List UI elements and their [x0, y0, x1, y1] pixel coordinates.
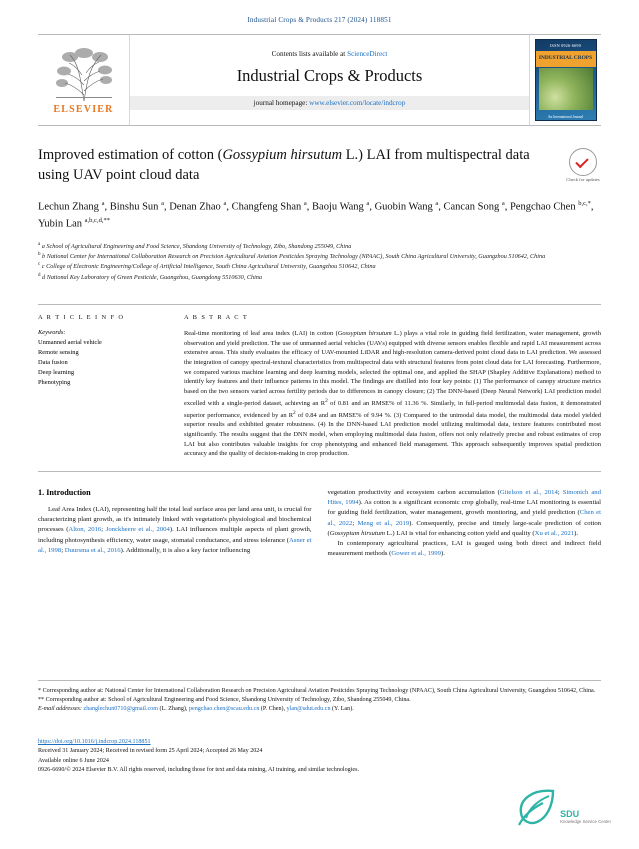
publisher-logo — [38, 35, 130, 125]
affiliation-c: $^c$ c College of Electronic Engineering/College of Artificial Intelligence, South China Agricultural University, Guangzhou 510642, China — [38, 262, 376, 271]
keyword-item: Unmanned aerial vehicle — [38, 339, 102, 347]
leaf-icon — [513, 787, 559, 827]
body-column-right — [328, 488, 602, 559]
elsevier-tree-icon — [48, 45, 120, 103]
affiliation-a: $^a$ a School of Agricultural Engineering and Food Science, Shandong University of Technology, Zibo, Shandong 255049, China — [38, 241, 352, 250]
abstract-text: Real-time monitoring of leaf area index (LAI) in cotton (Gossypium hirsutum L.) plays a vital role in guiding field fertilization, water management, growth observation and yield prediction. The use of unmanned aerial vehicles (UAVs) equipped with diverse sensors enables flexible and rapid LAI measurement across extensive areas. This study evaluates the efficacy of UAV-mounted LiDAR and high-resolution camera-derived point cloud data in LAI prediction. We assessed the integration of canopy spectral-textural characteristics from multispectral data with structural features from point cloud data for LAI forecasting. Furthermore, we compared various machine learning and deep learning models, selected the optimal one, and applied the SHAP (Shapley Additive Explanations) method to identify key features and their influence patterns in this model. The findings are distilled into four key points: (1) The performance of canopy structure metrics based on the two sensors varied across fertility periods due to differences in canopy closure; (2) The DNN-based (Deep Neural Network) LAI prediction model excelled with a single-period dataset, achieving an $R^2$ of 0.81 and an RMSE% of 11.36 %. Similarly, in full-period multimodal data fusion, it demonstrated superior performance, evidenced by an $R^2$ of 0.84 and an RMSE% of 9.94 %. (3) Compared to the unimodal data model, the multimodal data model yielded superior results and exhibited greater robustness. (4) In the DNN-based LAI prediction model utilizing multimodal data, texture features contributed most significantly. The results suggest that the DNN model, when employing multimodal data fusion, offers not only relatively precise and robust estimates of crop LAI but also contributes valuable insights for crop phenotyping and enhanced field management. This approach subsequently improves spatial prediction accuracy and the quality of decision-making in crop production. — [184, 330, 602, 458]
keyword-item: Deep learning — [38, 368, 75, 376]
doi-link[interactable]: https://doi.org/10.1016/j.indcrop.2024.118851 — [38, 739, 151, 745]
contents-prefix: Contents lists available at — [271, 50, 348, 58]
corresponding-author-2: ** Corresponding author at: School of Agricultural Engineering and Food Science, Shandong University of Technology, Zibo, Shandong 255049, China. — [38, 697, 411, 704]
contents-line — [272, 50, 388, 58]
section-heading-introduction: 1. Introduction — [38, 488, 91, 498]
copyright-line: 0926-6690/© 2024 Elsevier B.V. All rights reserved, including those for text and data mining, AI training, and similar technologies. — [38, 767, 359, 774]
journal-cover-image — [535, 39, 597, 121]
affiliation-d-text: d National Key Laboratory of Green Pesticide, Guangzhou, Guangdong 5510630, China — [42, 273, 262, 281]
watermark-text — [560, 810, 611, 825]
watermark-subtitle: Knowledge Service Center — [560, 819, 611, 825]
author-list: Lechun Zhang $^a$, Binshu Sun $^a$, Denan Zhao $^a$, Changfeng Shan $^a$, Baoju Wang $^a$, Guobin Wang $^a$, Cancan Song $^a$, Pengchao Chen $^{b,c,*}$, Yubin Lan $^{a,b,c,d,**}$ — [38, 200, 594, 230]
email-addresses: E-mail addresses: zhanglechun0710@gmail.com (L. Zhang), pengchao.chen@scau.edu.cn (P. Chen), ylan@sdut.edu.cn (Y. Lan). — [38, 706, 354, 713]
article-info-heading: A R T I C L E I N F O — [38, 314, 125, 322]
title-species: Gossypium hirsutum — [222, 147, 343, 163]
keywords-label: Keywords: — [38, 329, 66, 337]
journal-title: Industrial Crops & Products — [236, 66, 423, 85]
cover-footer: An International Journal — [547, 115, 584, 119]
affiliation-b-text: b National Center for International Collaboration Research on Precision Agricultural Aviation Pesticides Spraying Technology (NPAAC), South China Agricultural University, Guangzhou 510642, China — [42, 253, 546, 261]
cover-issn: ISSN 0926-6690 — [549, 43, 582, 48]
title-part-2: L.) LAI from multispectral data using UAV point cloud data — [38, 147, 530, 183]
keywords-list — [38, 338, 166, 388]
cover-band-title — [536, 51, 596, 67]
watermark-title: SDU — [560, 809, 580, 820]
intro-paragraph-right-2: In contemporary agricultural practices, LAI is gauged using both direct and indirect field measurement methods (Gower et al., 1999). — [327, 540, 601, 558]
affiliation-d: $^d$ d National Key Laboratory of Green Pesticide, Guangzhou, Guangdong 5510630, China — [38, 272, 262, 281]
available-online-line: Available online 6 June 2024 — [38, 757, 109, 764]
journal-homepage-link[interactable]: www.elsevier.com/locate/indcrop — [309, 99, 406, 107]
intro-paragraph-right-1: vegetation productivity and ecosystem carbon accumulation (Gitelson et al., 2014; Simonich and Hites, 1994). As cotton is a significant economic crop globally, real-time LAI monitoring is essential for guiding field fertilization, water management, growth monitoring, and yield prediction (Chen et al., 2022; Meng et al., 2019). Consequently, precise and timely large-scale prediction of cotton (Gossypium hirsutum L.) LAI is vital for enhancing cotton yield and quality (Xu et al., 2021). — [327, 489, 602, 537]
library-watermark — [491, 783, 611, 839]
sciencedirect-link[interactable]: ScienceDirect — [347, 50, 388, 58]
homepage-prefix: journal homepage: — [253, 99, 310, 107]
cover-band-main: INDUSTRIAL CROPS — [538, 55, 593, 62]
crossmark-icon — [569, 148, 597, 176]
publication-metadata — [38, 738, 601, 776]
crossmark-label: Check for updates — [566, 177, 600, 182]
journal-masthead — [38, 34, 601, 126]
running-head: Industrial Crops & Products 217 (2024) 118851 — [247, 16, 392, 24]
affiliation-a-text: a School of Agricultural Engineering and Food Science, Shandong University of Technology, Zibo, Shandong 255049, China — [41, 242, 352, 250]
keyword-item: Data fusion — [38, 358, 68, 366]
title-part-1: Improved estimation of cotton ( — [38, 147, 223, 163]
affiliation-list — [38, 241, 601, 282]
affiliation-b: $^b$ b National Center for International Collaboration Research on Precision Agricultural Aviation Pesticides Spraying Technology (NPAAC), South China Agricultural University, Guangzhou 510642, China — [38, 252, 546, 261]
history-line: Received 31 January 2024; Received in revised form 25 April 2024; Accepted 26 May 2024 — [38, 748, 263, 755]
affiliation-c-text: c College of Electronic Engineering/College of Artificial Intelligence, South China Agricultural University, Guangzhou 510642, China — [41, 263, 376, 271]
title-block — [38, 146, 601, 199]
corresponding-author-1: * Corresponding author at: National Center for International Collaboration Research on Precision Agricultural Aviation Pesticides Spraying Technology (NPAAC), South China Agricultural University, Guangzhou 510642, China. — [38, 688, 596, 694]
doi-line — [38, 738, 601, 747]
abstract-section — [184, 314, 601, 459]
article-info — [38, 314, 166, 459]
keyword-item: Remote sensing — [38, 349, 79, 357]
keyword-item: Phenotyping — [38, 378, 71, 386]
abstract-heading: A B S T R A C T — [184, 314, 249, 322]
page-title — [38, 146, 555, 185]
cover-photo — [539, 68, 593, 110]
body-column-left — [38, 488, 312, 559]
journal-cover — [529, 35, 601, 125]
crossmark-badge[interactable] — [565, 148, 601, 184]
publisher-name: ELSEVIER — [53, 104, 114, 115]
body-columns — [38, 488, 601, 559]
intro-paragraph-left: Leaf Area Index (LAI), representing half the total leaf surface area per land area unit, is crucial for characterizing plant growth, as it's intimately linked with vegetation's physiological and biochemical processes (Alton, 2016; Jonckheere et al., 2004). LAI influences multiple aspects of plant growth, including photosynthesis efficiency, water usage, stomatal conductance, and stress tolerance (Asner et al., 1998; Duursma et al., 2016). Additionally, it is also a key factor influencing — [38, 506, 312, 554]
info-abstract-band — [38, 304, 601, 472]
journal-homepage-line — [130, 96, 529, 110]
masthead-center — [130, 35, 529, 125]
correspondence-footnotes — [38, 680, 601, 714]
